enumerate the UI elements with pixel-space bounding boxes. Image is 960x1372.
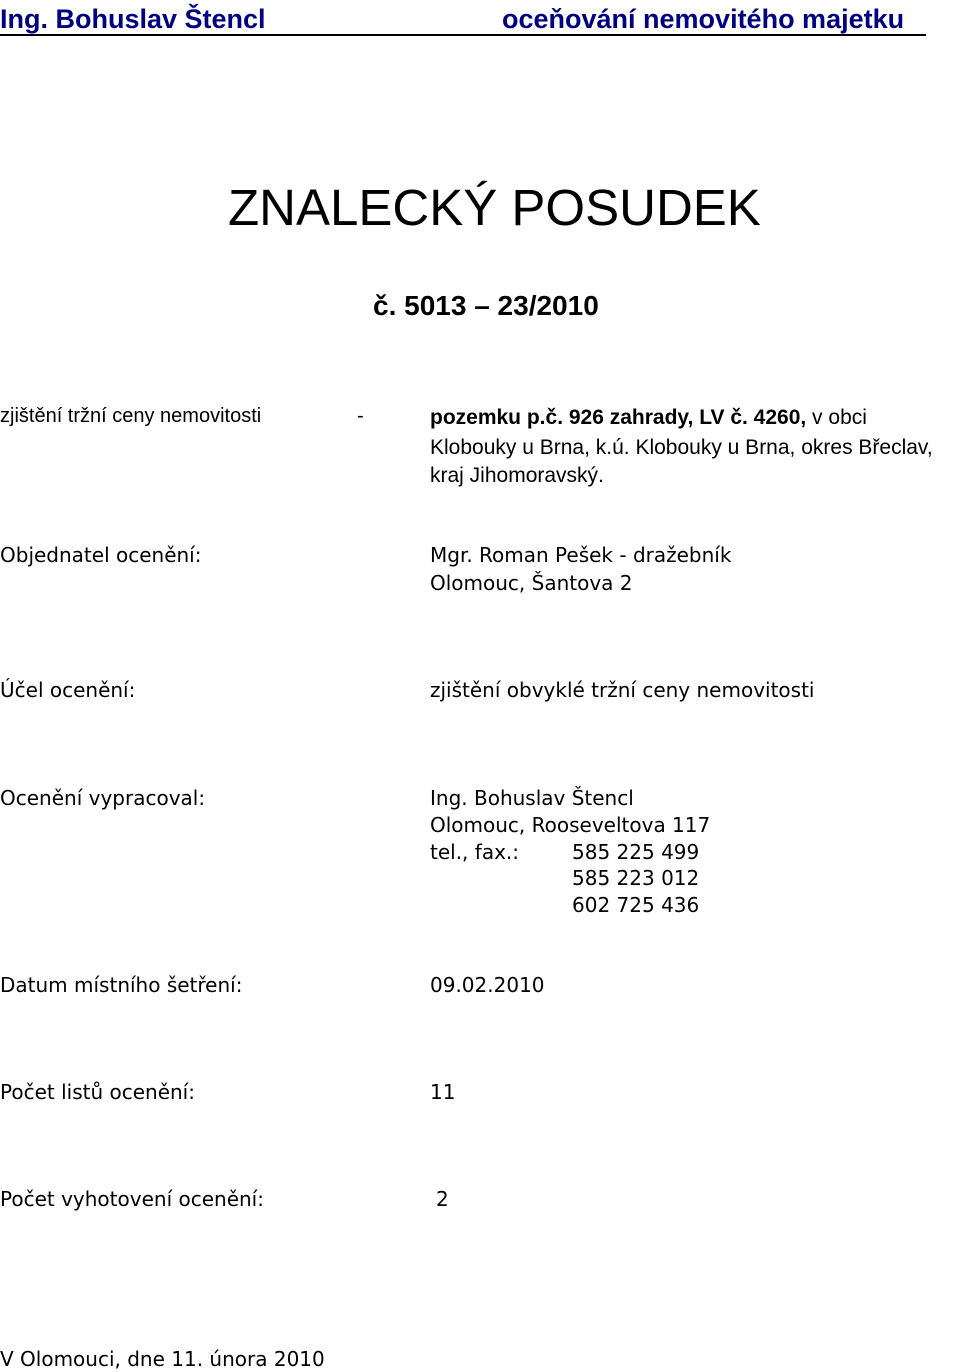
purpose-label: Účel ocenění: [0, 678, 136, 702]
client-label: Objednatel ocenění: [0, 543, 202, 567]
scope-dash: - [357, 405, 364, 427]
phone-number: 585 225 499 [572, 840, 700, 864]
scope-label: zjištění tržní ceny nemovitosti [0, 405, 262, 427]
scope-line-2: Klobouky u Brna, k.ú. Klobouky u Brna, okres Břeclav, [430, 436, 933, 459]
scope-line-3: kraj Jihomoravský. [430, 464, 604, 487]
copies-label: Počet vyhotovení ocenění: [0, 1187, 264, 1211]
header-author: Ing. Bohuslav Štencl [0, 4, 266, 34]
phone-number: 585 223 012 [572, 866, 700, 890]
header-rule [0, 34, 926, 36]
prepared-by-address: Olomouc, Rooseveltova 117 [430, 813, 711, 837]
prepared-by-name: Ing. Bohuslav Štencl [430, 786, 634, 810]
scope-line-1-bold: pozemku p.č. 926 zahrady, LV č. 4260, [430, 406, 807, 429]
client-address: Olomouc, Šantova 2 [430, 571, 633, 595]
scope-line-1-rest: v obci [806, 406, 867, 429]
document-title: ZNALECKÝ POSUDEK [228, 179, 761, 236]
header-subject: oceňování nemovitého majetku [502, 4, 905, 34]
scope-line-1 [430, 406, 867, 430]
sheets-value: 11 [430, 1080, 456, 1104]
purpose-value: zjištění obvyklé tržní ceny nemovitosti [430, 678, 815, 702]
inspection-label: Datum místního šetření: [0, 973, 243, 997]
client-name: Mgr. Roman Pešek - dražebník [430, 543, 732, 567]
phone-number: 602 725 436 [572, 893, 700, 917]
sheets-label: Počet listů ocenění: [0, 1080, 195, 1104]
prepared-by-label: Ocenění vypracoval: [0, 786, 206, 810]
document-number: č. 5013 – 23/2010 [373, 290, 599, 321]
place-and-date: V Olomouci, dne 11. února 2010 [0, 1347, 325, 1371]
inspection-date: 09.02.2010 [430, 973, 545, 997]
copies-value: 2 [436, 1187, 449, 1211]
prepared-by-phone-label: tel., fax.: [430, 840, 520, 864]
